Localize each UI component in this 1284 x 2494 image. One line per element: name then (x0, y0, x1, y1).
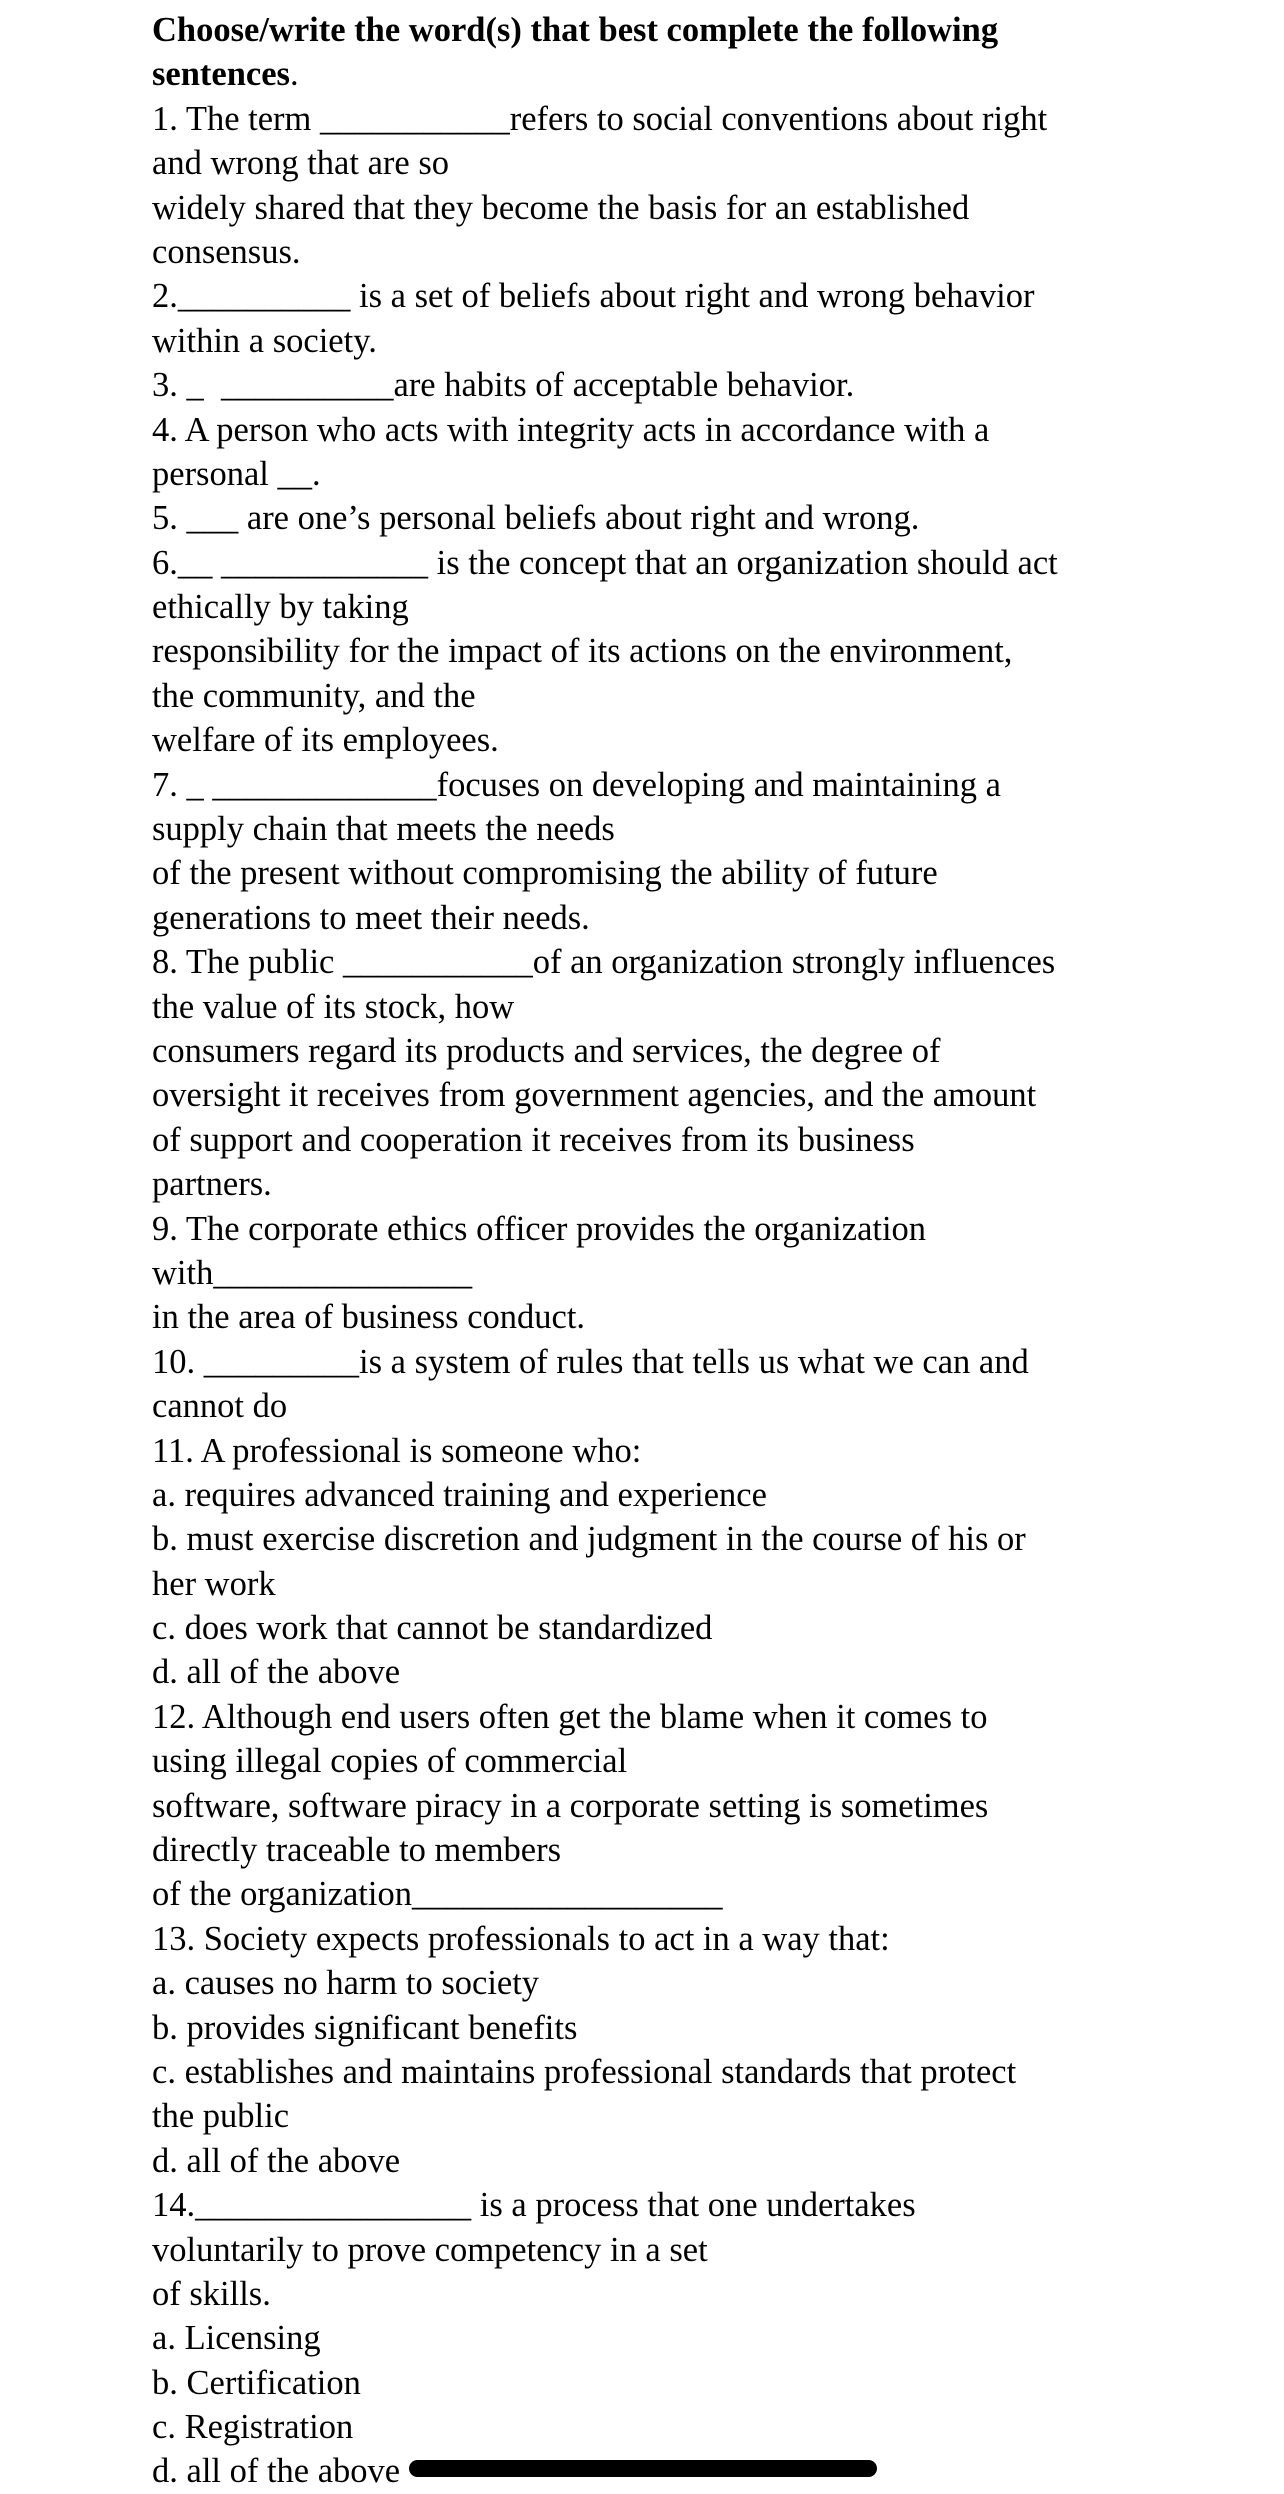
text-line: the community, and the (152, 676, 476, 715)
text-line: generations to meet their needs. (152, 898, 590, 937)
home-indicator[interactable] (409, 2460, 877, 2477)
text-line: within a society. (152, 321, 377, 360)
text-line: 12. Although end users often get the blame when it comes to (152, 1697, 988, 1736)
text-line: oversight it receives from government agencies, and the amount (152, 1076, 1037, 1115)
text-line: 5. ___ are one’s personal beliefs about right and wrong. (152, 499, 920, 538)
instructions-heading-text: sentences (152, 55, 290, 94)
text-line: of the present without compromising the ability of future (152, 854, 938, 893)
text-line: 13. Society expects professionals to act in a way that: (152, 1919, 890, 1958)
text-line: in the area of business conduct. (152, 1298, 586, 1337)
text-line: 11. A professional is someone who: (152, 1431, 642, 1470)
text-line: d. all of the above (152, 2452, 401, 2491)
text-line: directly traceable to members (152, 1831, 562, 1870)
text-line: ethically by taking (152, 588, 409, 627)
text-line: widely shared that they become the basis for an established (152, 188, 970, 227)
text-line: the value of its stock, how (152, 987, 515, 1026)
text-line: of support and cooperation it receives from its business (152, 1120, 915, 1159)
text-line: voluntarily to prove competency in a set (152, 2230, 708, 2269)
text-line: 6.__ ____________ is the concept that an organization should act (152, 543, 1058, 582)
text-line: personal __. (152, 454, 321, 493)
text-line: 1. The term ___________refers to social conventions about right (152, 99, 1048, 138)
text-line: c. does work that cannot be standardized (152, 1609, 713, 1648)
text-line: a. Licensing (152, 2319, 321, 2358)
text-line: d. all of the above (152, 1653, 401, 1692)
text-line: software, software piracy in a corporate setting is sometimes (152, 1786, 989, 1825)
text-line: her work (152, 1564, 276, 1603)
text-line: of the organization__________________ (152, 1875, 723, 1914)
text-line: 14.________________ is a process that one undertakes (152, 2186, 916, 2225)
text-line: consumers regard its products and services, the degree of (152, 1031, 941, 1070)
text-line: 4. A person who acts with integrity acts in accordance with a (152, 410, 990, 449)
text-line: with_______________ (152, 1253, 473, 1292)
text-line: a. requires advanced training and experience (152, 1475, 767, 1514)
text-line: and wrong that are so (152, 144, 449, 183)
text-line: 7. _ _____________focuses on developing and maintaining a (152, 765, 1001, 804)
text-line: c. establishes and maintains professional standards that protect (152, 2052, 1017, 2091)
text-line: welfare of its employees. (152, 721, 499, 760)
text-line: b. provides significant benefits (152, 2008, 578, 2047)
instructions-heading-line-2 (152, 52, 1152, 96)
question-lines (152, 97, 1152, 2494)
text-line: d. all of the above (152, 2141, 401, 2180)
text-line: responsibility for the impact of its actions on the environment, (152, 632, 1013, 671)
text-line: cannot do (152, 1387, 288, 1426)
text-line: 8. The public ___________of an organization strongly influences (152, 943, 1056, 982)
text-line: 9. The corporate ethics officer provides the organization (152, 1209, 927, 1248)
text-line: b. Certification (152, 2363, 361, 2402)
text-line: 3. _ __________are habits of acceptable behavior. (152, 366, 855, 405)
text-line: consensus. (152, 232, 301, 271)
text-line: partners. (152, 1165, 272, 1204)
text-line: supply chain that meets the needs (152, 810, 615, 849)
text-line: a. causes no harm to society (152, 1964, 540, 2003)
heading-period: . (289, 55, 299, 94)
text-line: the public (152, 2097, 290, 2136)
text-line: of skills. (152, 2274, 271, 2313)
text-line: 2.__________ is a set of beliefs about right and wrong behavior (152, 277, 1035, 316)
text-line: using illegal copies of commercial (152, 1742, 628, 1781)
document-body (152, 8, 1152, 2494)
instructions-heading-line-1: Choose/write the word(s) that best complete the following (152, 11, 999, 49)
text-line: b. must exercise discretion and judgment in the course of his or (152, 1520, 1026, 1559)
text-line: 10. _________is a system of rules that tells us what we can and (152, 1342, 1029, 1381)
text-line: c. Registration (152, 2408, 354, 2447)
